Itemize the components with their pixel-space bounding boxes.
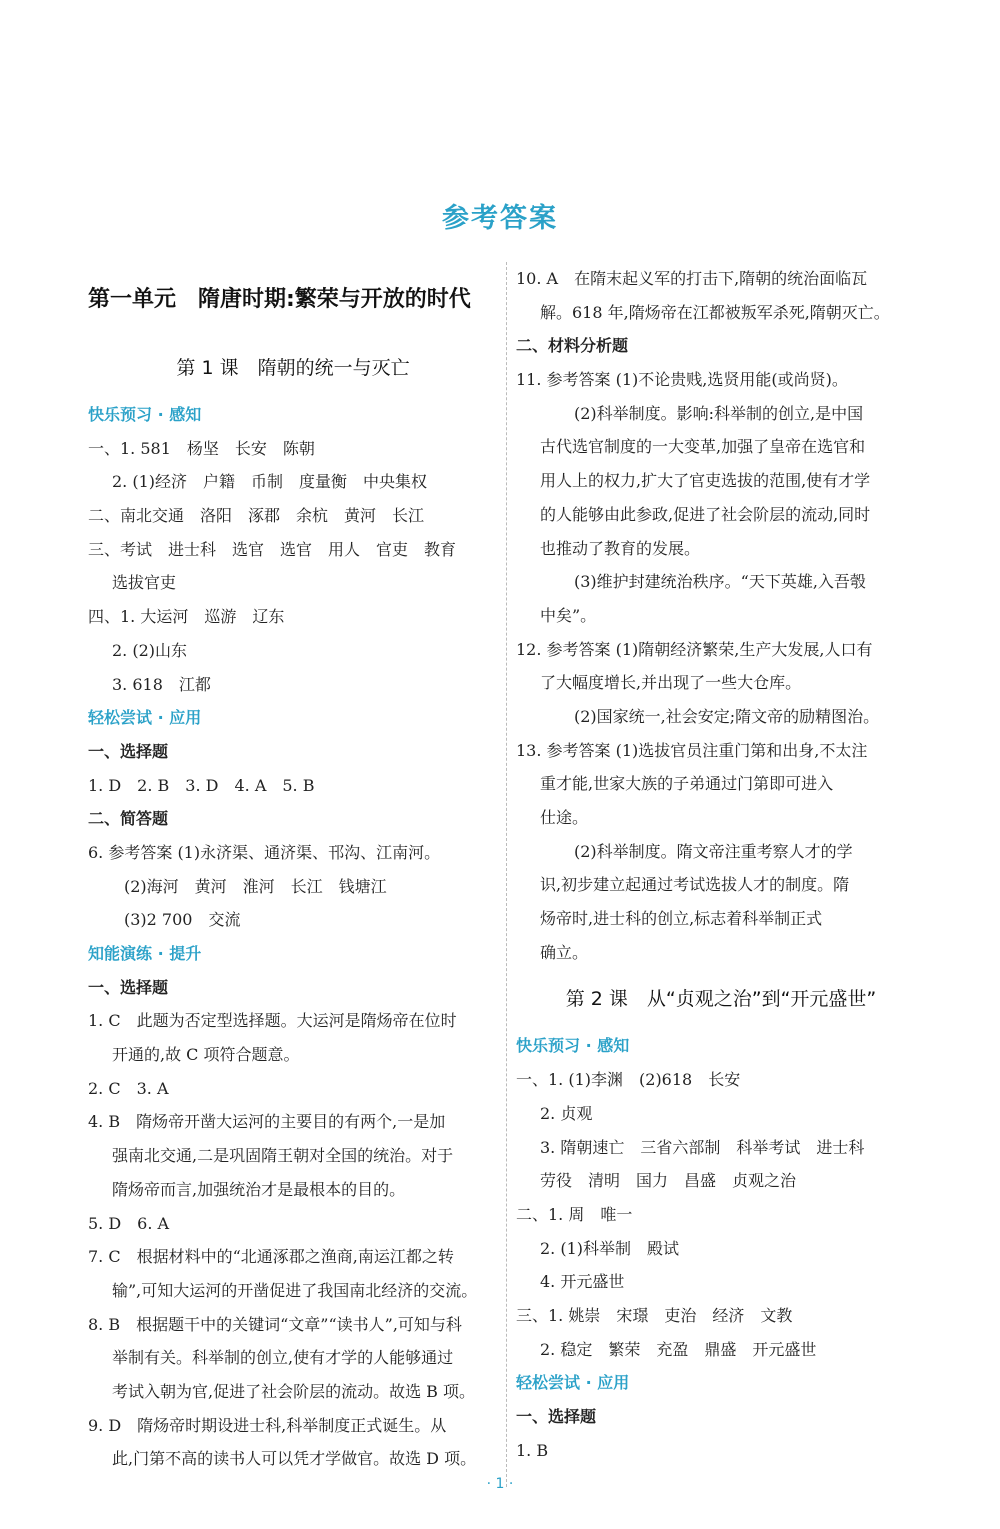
answer-line: 2. (1)经济 户籍 币制 度量衡 中央集权 — [112, 472, 428, 492]
answer-line: (2)海河 黄河 淮河 长江 钱塘江 — [124, 876, 387, 896]
answer-line: 考试入朝为官,促进了社会阶层的流动。故选 B 项。 — [112, 1381, 476, 1401]
column-divider — [506, 262, 507, 1487]
section-heading: 轻松尝试 · 应用 — [88, 708, 202, 728]
answer-line: 举制有关。科举制的创立,使有才学的人能够通过 — [112, 1348, 454, 1368]
answer-line: 强南北交通,二是巩固隋王朝对全国的统治。对于 — [112, 1146, 454, 1166]
answer-line: 10. A 在隋末起义军的打击下,隋朝的统治面临瓦 — [516, 269, 868, 288]
answer-line: (3)2 700 交流 — [124, 910, 241, 930]
answer-line: 也推动了教育的发展。 — [540, 538, 701, 558]
answer-line: 识,初步建立起通过考试选拔人才的制度。隋 — [540, 875, 850, 895]
answer-line: 7. C 根据材料中的“北通涿郡之渔商,南运江都之转 — [88, 1247, 454, 1267]
answer-line: 劳役 清明 国力 昌盛 贞观之治 — [540, 1171, 797, 1191]
page-number: · 1 · — [486, 1476, 514, 1492]
answer-line: 一、选择题 — [88, 741, 169, 761]
answer-line: 一、选择题 — [88, 977, 169, 997]
page-title: 参考答案 — [442, 203, 558, 234]
right-column — [516, 262, 926, 1467]
answer-line: 隋炀帝而言,加强统治才是最根本的目的。 — [112, 1179, 406, 1199]
answer-line: 1. B — [516, 1440, 549, 1460]
answer-line: (2)科举制度。影响:科举制的创立,是中国 — [574, 403, 864, 423]
answer-line: 一、选择题 — [516, 1407, 597, 1426]
answer-line: 9. D 隋炀帝时期设进士科,科举制度正式诞生。从 — [88, 1415, 447, 1435]
answer-line: 确立。 — [540, 942, 589, 962]
answer-line: 炀帝时,进士科的创立,标志着科举制正式 — [540, 909, 823, 929]
answer-line: 二、南北交通 洛阳 涿郡 余杭 黄河 长江 — [88, 506, 425, 526]
answer-line: 仕途。 — [540, 808, 589, 827]
left-column — [88, 262, 498, 1476]
answer-line: 输”,可知大运河的开凿促进了我国南北经济的交流。 — [112, 1280, 478, 1300]
answer-line: 了大幅度增长,并出现了一些大仓库。 — [540, 673, 802, 693]
answer-line: 一、1. (1)李渊 (2)618 长安 — [516, 1070, 741, 1090]
answer-line: 3. 618 江都 — [112, 674, 211, 694]
answer-line: 3. 隋朝速亡 三省六部制 科举考试 进士科 — [540, 1137, 865, 1157]
answer-line: (2)科举制度。隋文帝注重考察人才的学 — [574, 841, 853, 861]
section-heading: 快乐预习 · 感知 — [88, 405, 202, 424]
answer-line: 12. 参考答案 (1)隋朝经济繁荣,生产大发展,人口有 — [516, 639, 873, 659]
answer-line: 2. 贞观 — [540, 1103, 593, 1123]
answer-line: (2)国家统一,社会安定;隋文帝的励精图治。 — [574, 706, 880, 726]
answer-line: 解。618 年,隋炀帝在江都被叛军杀死,隋朝灭亡。 — [540, 302, 890, 322]
answer-line: 古代选官制度的一大变革,加强了皇帝在选官和 — [540, 437, 866, 457]
answer-line: (3)维护封建统治秩序。“天下英雄,入吾彀 — [574, 572, 866, 592]
answer-line: 重才能,世家大族的子弟通过门第即可进入 — [540, 774, 834, 794]
answer-line: 用人上的权力,扩大了官吏选拔的范围,使有才学 — [540, 471, 871, 491]
answer-line: 二、材料分析题 — [516, 336, 629, 356]
answer-line: 的人能够由此参政,促进了社会阶层的流动,同时 — [540, 504, 871, 524]
answer-line: 8. B 根据题干中的关键词“文章”“读书人”,可知与科 — [88, 1314, 462, 1334]
answer-line: 三、1. 姚崇 宋璟 吏治 经济 文教 — [516, 1305, 793, 1325]
section-heading: 知能演练 · 提升 — [88, 944, 202, 963]
answer-line: 2. (1)科举制 殿试 — [540, 1238, 680, 1258]
answer-line: 2. C 3. A — [88, 1078, 169, 1098]
answer-line: 选拔官吏 — [112, 573, 177, 593]
answer-line: 1. D 2. B 3. D 4. A 5. B — [88, 775, 315, 795]
section-heading: 快乐预习 · 感知 — [516, 1036, 630, 1056]
answer-line: 11. 参考答案 (1)不论贵贱,选贤用能(或尚贤)。 — [516, 370, 848, 390]
answer-line: 4. 开元盛世 — [540, 1272, 625, 1292]
answer-line: 6. 参考答案 (1)永济渠、通济渠、邗沟、江南河。 — [88, 842, 441, 862]
answer-line: 一、1. 581 杨坚 长安 陈朝 — [88, 438, 315, 458]
answer-line: 二、1. 周 唯一 — [516, 1204, 633, 1224]
unit-heading: 第一单元 隋唐时期:繁荣与开放的时代 — [88, 287, 471, 312]
answer-line: 三、考试 进士科 选官 选官 用人 官吏 教育 — [88, 539, 457, 559]
answer-line: 1. C 此题为否定型选择题。大运河是隋炀帝在位时 — [88, 1011, 457, 1031]
answer-line: 中矣”。 — [540, 605, 597, 625]
answer-line: 5. D 6. A — [88, 1213, 170, 1233]
answer-line: 开通的,故 C 项符合题意。 — [112, 1045, 300, 1065]
answer-line: 4. B 隋炀帝开凿大运河的主要目的有两个,一是加 — [88, 1112, 446, 1132]
section-heading: 轻松尝试 · 应用 — [516, 1373, 630, 1393]
lesson-heading: 第 2 课 从“贞观之治”到“开元盛世” — [565, 988, 877, 1011]
answer-line: 此,门第不高的读书人可以凭才学做官。故选 D 项。 — [112, 1449, 477, 1469]
answer-line: 四、1. 大运河 巡游 辽东 — [88, 607, 285, 627]
lesson-heading: 第 1 课 隋朝的统一与灭亡 — [176, 357, 410, 379]
answer-line: 13. 参考答案 (1)选拔官员注重门第和出身,不太注 — [516, 740, 868, 760]
answer-line: 二、简答题 — [88, 809, 169, 829]
answer-line: 2. 稳定 繁荣 充盈 鼎盛 开元盛世 — [540, 1339, 817, 1359]
answer-line: 2. (2)山东 — [112, 640, 188, 660]
